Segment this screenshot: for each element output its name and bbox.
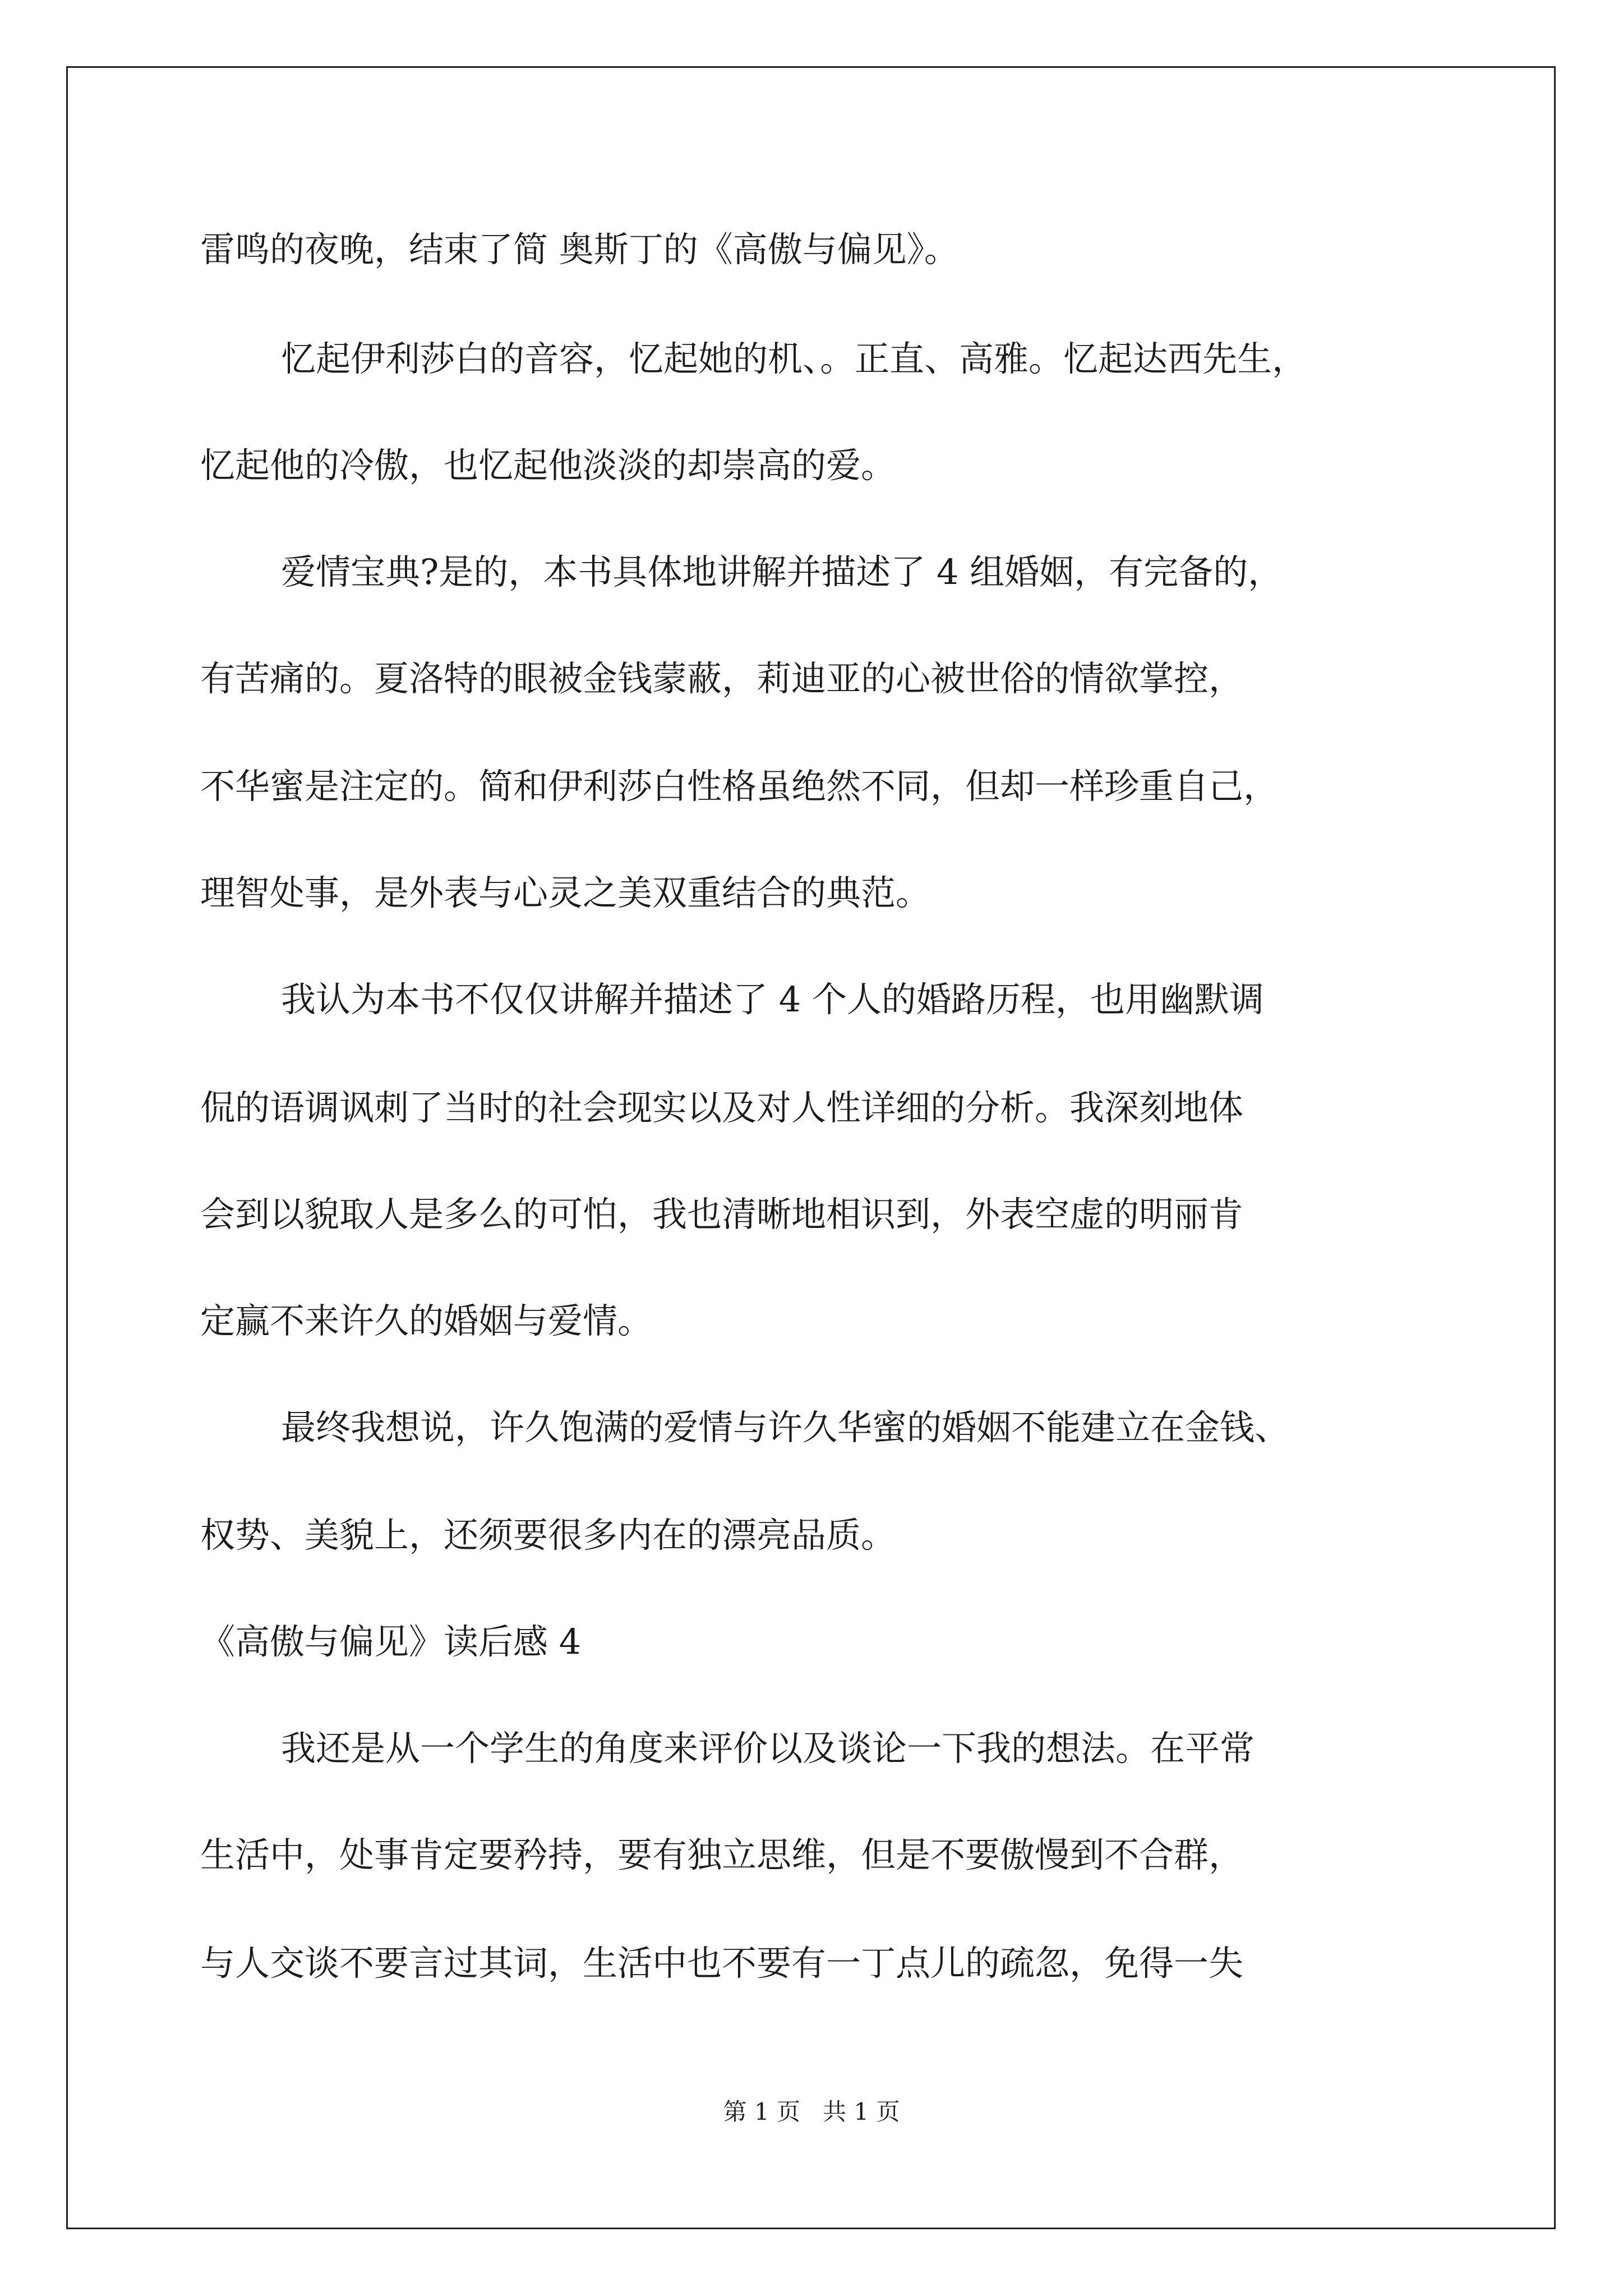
text-line: 与人交谈不要言过其词，生活中也不要有一丁点儿的疏忽，免得一失 xyxy=(200,1943,1244,1984)
text-line: 定赢不来许久的婚姻与爱情。 xyxy=(200,1300,653,1341)
text-line: 侃的语调讽刺了当时的社会现实以及对人性详细的分析。我深刻地体 xyxy=(200,1087,1244,1128)
text-line: 爱情宝典?是的，本书具体地讲解并描述了 4 组婚姻，有完备的， xyxy=(281,551,1283,592)
text-line: 不华蜜是注定的。简和伊利莎白性格虽绝然不同，但却一样珍重自己， xyxy=(200,766,1279,807)
page-border xyxy=(66,66,1556,2229)
text-line: 雷鸣的夜晚，结束了简 奥斯丁的《高傲与偏见》。 xyxy=(200,229,959,270)
section-heading: 《高傲与偏见》读后感 4 xyxy=(200,1621,582,1662)
text-line: 会到以貌取人是多么的可怕，我也清晰地相识到，外表空虚的明丽肯 xyxy=(200,1194,1244,1235)
text-line: 忆起伊利莎白的音容，忆起她的机、。正直、高雅。忆起达西先生， xyxy=(281,338,1307,379)
text-line: 有苦痛的。夏洛特的眼被金钱蒙蔽，莉迪亚的心被世俗的情欲掌控， xyxy=(200,658,1244,699)
page-footer: 第 1 页 共 1 页 xyxy=(723,2098,900,2125)
text-line: 理智处事，是外表与心灵之美双重结合的典范。 xyxy=(200,872,931,913)
text-line: 生活中，处事肯定要矜持，要有独立思维，但是不要傲慢到不合群， xyxy=(200,1834,1244,1875)
text-line: 我认为本书不仅仅讲解并描述了 4 个人的婚路历程，也用幽默调 xyxy=(281,979,1264,1020)
text-line: 权势、美貌上，还须要很多内在的漂亮品质。 xyxy=(200,1515,896,1556)
text-line: 忆起他的冷傲，也忆起他淡淡的却崇高的爱。 xyxy=(200,445,896,486)
text-line: 最终我想说，许久饱满的爱情与许久华蜜的婚姻不能建立在金钱、 xyxy=(281,1407,1290,1448)
text-line: 我还是从一个学生的角度来评价以及谈论一下我的想法。在平常 xyxy=(281,1728,1255,1769)
